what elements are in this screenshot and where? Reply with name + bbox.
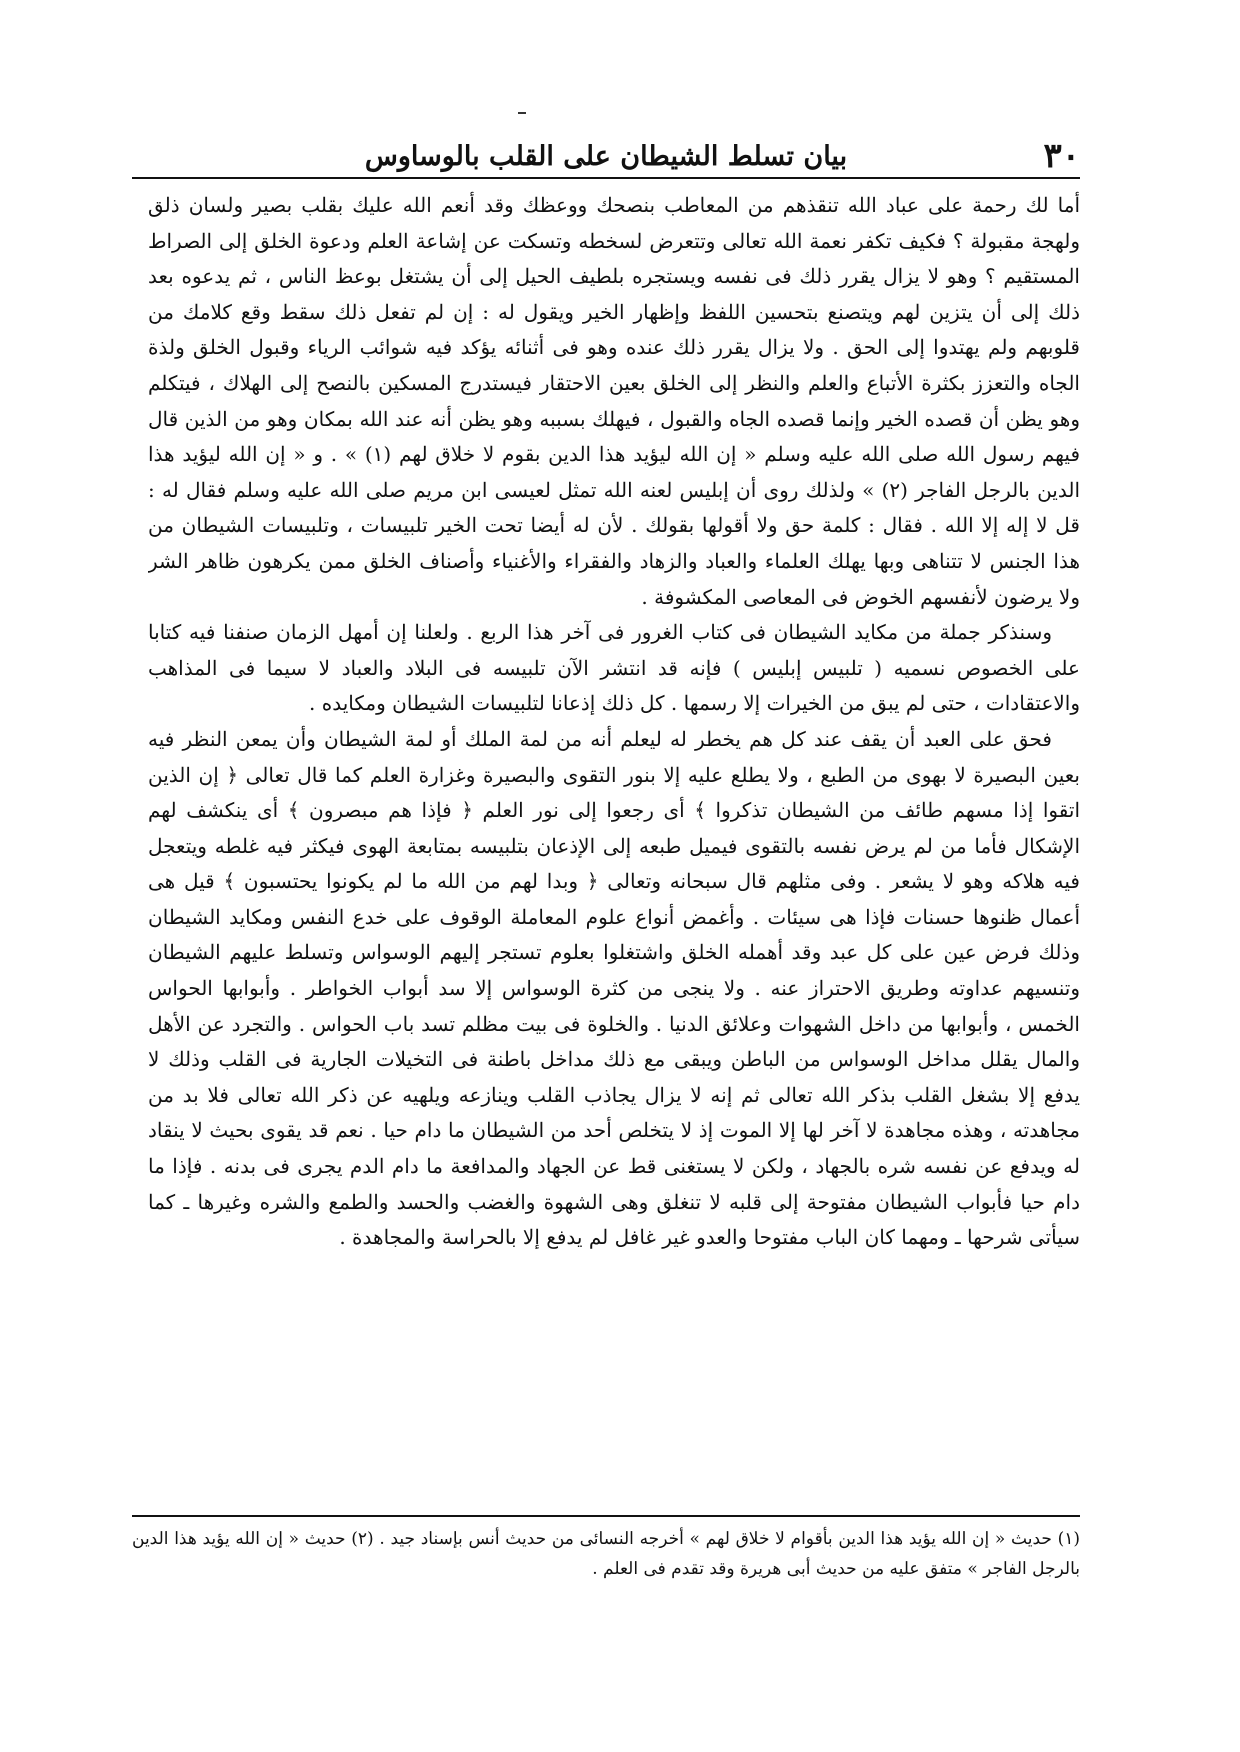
footnotes <box>132 1524 1080 1584</box>
page-number: ٣٠ <box>1043 136 1080 176</box>
paragraph: وسنذكر جملة من مكايد الشيطان فى كتاب الغرور فى آخر هذا الربع . ولعلنا إن أمهل الزمان صنفنا فيه كتابا على الخصوص نسميه ( تلبيس إبليس ) فإنه قد انتشر الآن تلبيسه فى البلاد والعباد لا سيما فى المذاهب والاعتقادات ، حتى لم يبق من الخيرات إلا رسمها . كل ذلك إذعانا لتلبيسات الشيطان ومكايده . <box>148 620 1080 716</box>
running-title: بيان تسلط الشيطان على القلب بالوساوس <box>364 141 848 172</box>
body-text <box>148 188 1080 1488</box>
page-header <box>132 136 1080 176</box>
footnote-text: (١) حديث « إن الله يؤيد هذا الدين بأقوام لا خلاق لهم » أخرجه النسائى من حديث أنس بإسناد جيد . (٢) حديث « إن الله يؤيد هذا الدين بالرجل الفاجر » متفق عليه من حديث أبى هريرة وقد تقدم فى العلم . <box>132 1529 1080 1579</box>
paragraph: أما لك رحمة على عباد الله تنقذهم من المعاطب بنصحك ووعظك وقد أنعم الله عليك بقلب بصير ولسان ذلق ولهجة مقبولة ؟ فكيف تكفر نعمة الله تعالى وتتعرض لسخطه وتسكت عن إشاعة العلم ودعوة الخلق إلى الصراط المستقيم ؟ وهو لا يزال يقرر ذلك فى نفسه ويستجره بلطيف الحيل إلى أن يشتغل بوعظ الناس ، ثم يدعوه بعد ذلك إلى أن يتزين لهم ويتصنع بتحسين اللفظ وإظهار الخير ويقول له : إن لم تفعل ذلك سقط وقع كلامك من قلوبهم ولم يهتدوا إلى الحق . ولا يزال يقرر ذلك عنده وهو فى أثنائه يؤكد فيه شوائب الرياء وقبول الخلق ولذة الجاه والتعزز بكثرة الأتباع والعلم والنظر إلى الخلق بعين الاحتقار فيستدرج المسكين بالنصح إلى الهلاك ، فيتكلم وهو يظن أن قصده الخير وإنما قصده الجاه والقبول ، فيهلك بسببه وهو يظن أنه عند الله بمكان وهو من الذين قال فيهم رسول الله صلى الله عليه وسلم « إن الله ليؤيد هذا الدين بقوم لا خلاق لهم (١) » . و « إن الله ليؤيد هذا الدين بالرجل الفاجر (٢) » ولذلك روى أن إبليس لعنه الله تمثل لعيسى ابن مريم صلى الله عليه وسلم فقال له : قل لا إله إلا الله . فقال : كلمة حق ولا أقولها بقولك . لأن له أيضا تحت الخير تلبيسات ، وتلبيسات الشيطان من هذا الجنس لا تتناهى وبها يهلك العلماء والعباد والزهاد والفقراء والأغنياء وأصناف الخلق ممن يكرهون ظاهر الشر ولا يرضون لأنفسهم الخوض فى المعاصى المكشوفة . <box>148 193 1080 609</box>
top-mark <box>518 112 526 114</box>
footnote-rule <box>132 1515 1080 1517</box>
header-rule <box>132 177 1080 179</box>
paragraph: فحق على العبد أن يقف عند كل هم يخطر له ليعلم أنه من لمة الملك أو لمة الشيطان وأن يمعن النظر فيه بعين البصيرة لا بهوى من الطبع ، ولا يطلع عليه إلا بنور التقوى والبصيرة وغزارة العلم كما قال تعالى ﴿ إن الذين اتقوا إذا مسهم طائف من الشيطان تذكروا ﴾ أى رجعوا إلى نور العلم ﴿ فإذا هم مبصرون ﴾ أى ينكشف لهم الإشكال فأما من لم يرض نفسه بالتقوى فيميل طبعه إلى الإذعان بتلبيسه بمتابعة الهوى فيكثر فيه غلطه ويتعجل فيه هلاكه وهو لا يشعر . وفى مثلهم قال سبحانه وتعالى ﴿ وبدا لهم من الله ما لم يكونوا يحتسبون ﴾ قيل هى أعمال ظنوها حسنات فإذا هى سيئات . وأغمض أنواع علوم المعاملة الوقوف على خدع النفس ومكايد الشيطان وذلك فرض عين على كل عبد وقد أهمله الخلق واشتغلوا بعلوم تستجر إليهم الوسواس وتسلط عليهم الشيطان وتنسيهم عداوته وطريق الاحتراز عنه . ولا ينجى من كثرة الوسواس إلا سد أبواب الخواطر . وأبوابها الحواس الخمس ، وأبوابها من داخل الشهوات وعلائق الدنيا . والخلوة فى بيت مظلم تسد باب الحواس . والتجرد عن الأهل والمال يقلل مداخل الوسواس من الباطن ويبقى مع ذلك مداخل باطنة فى التخيلات الجارية فى القلب وذلك لا يدفع إلا بشغل القلب بذكر الله تعالى ثم إنه لا يزال يجاذب القلب وينازعه ويلهيه عن ذكر الله تعالى فلا بد من مجاهدته ، وهذه مجاهدة لا آخر لها إلا الموت إذ لا يتخلص أحد من الشيطان ما دام حيا . نعم قد يقوى بحيث لا ينقاد له ويدفع عن نفسه شره بالجهاد ، ولكن لا يستغنى قط عن الجهاد والمدافعة ما دام الدم يجرى فى بدنه . فإذا ما دام حيا فأبواب الشيطان مفتوحة إلى قلبه لا تنغلق وهى الشهوة والغضب والحسد والطمع والشره وغيرها ـ كما سيأتى شرحها ـ ومهما كان الباب مفتوحا والعدو غير غافل لم يدفع إلا بالحراسة والمجاهدة . <box>148 726 1080 1250</box>
